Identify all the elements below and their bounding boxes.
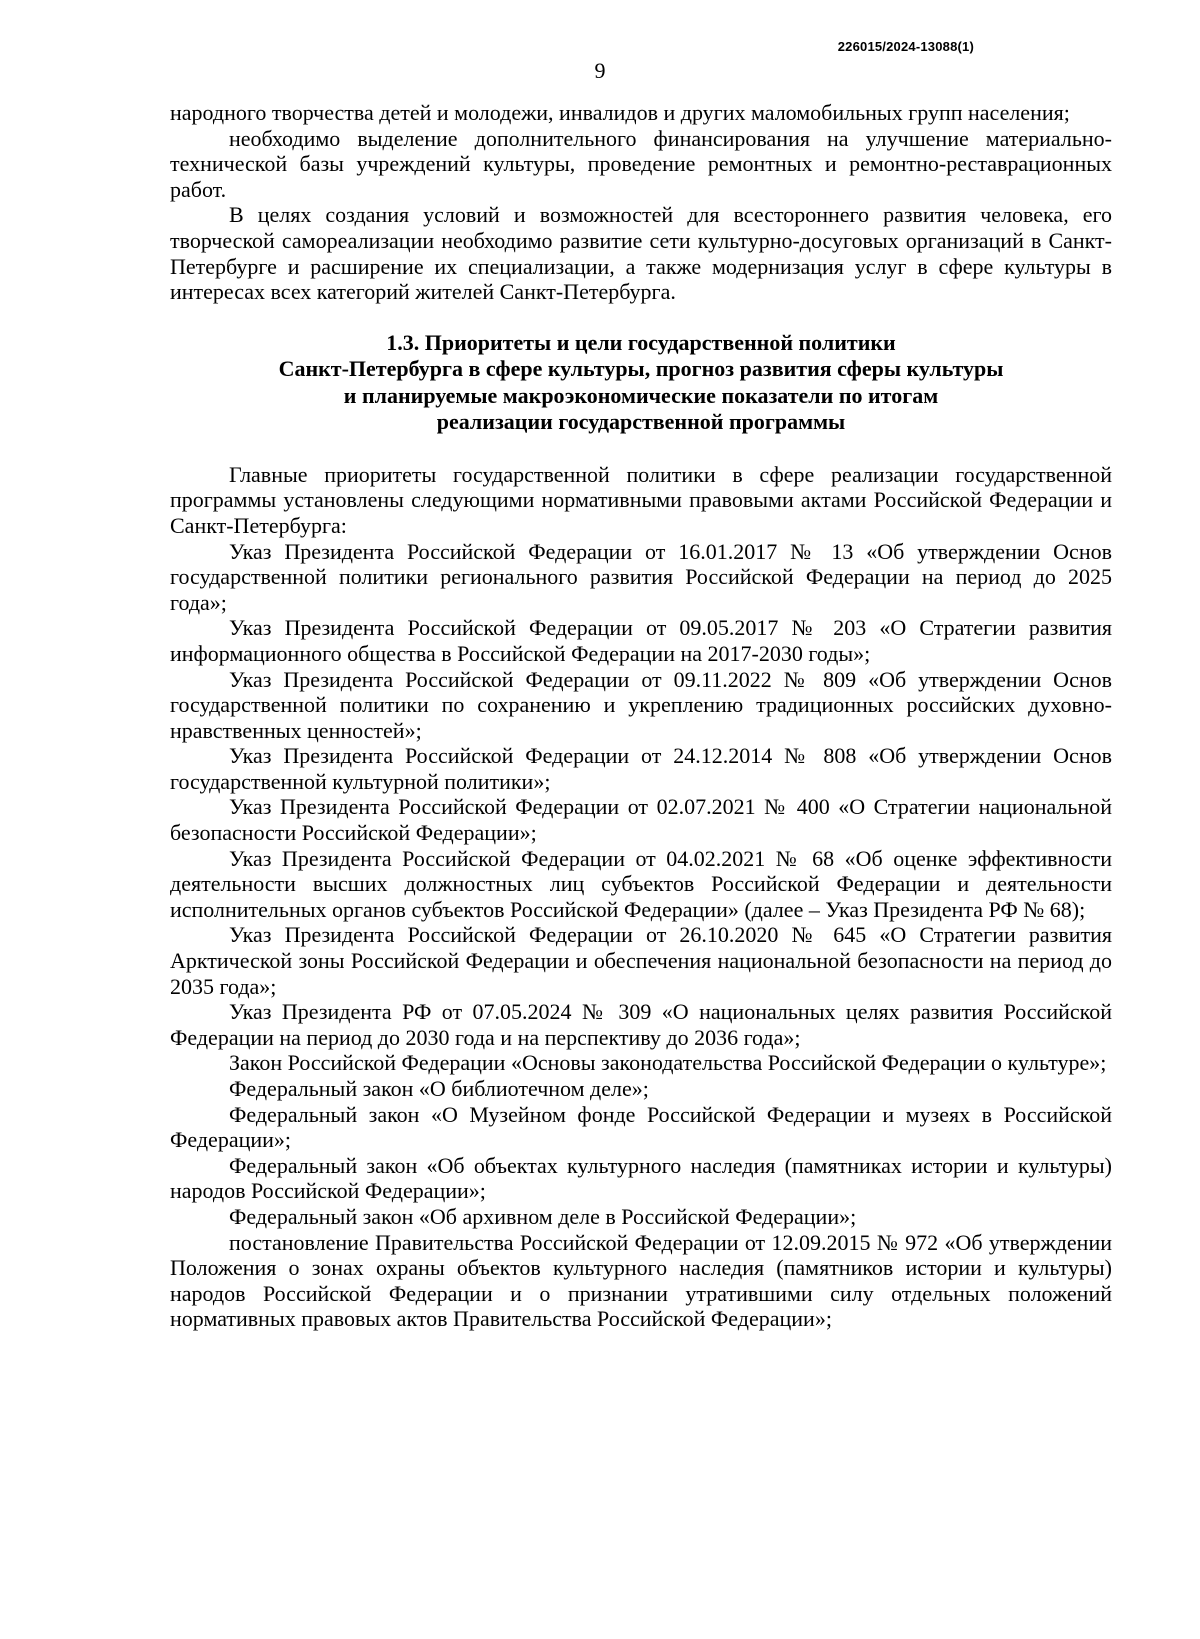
legal-act-item: Указ Президента Российской Федерации от 04.02.2021 № 68 «Об оценке эффективности деятельности высших должностных лиц субъектов Российской Федерации и деятельности исполнительных органов субъектов Российской Федерации» (далее – Указ Президента РФ № 68);: [170, 845, 1112, 922]
legal-act-item: Закон Российской Федерации «Основы законодательства Российской Федерации о культуре»;: [229, 1050, 1107, 1076]
document-number: 226015/2024-13088(1): [837, 39, 974, 54]
page-number: 9: [594, 58, 606, 83]
section-heading: [170, 330, 1112, 436]
paragraph-priorities: Главные приоритеты государственной политики в сфере реализации государственной программы установлены следующими нормативными правовыми актами Российской Федерации и Санкт-Петербурга:: [170, 461, 1112, 538]
section-heading-line: 1.3. Приоритеты и цели государственной политики: [386, 329, 896, 355]
legal-act-item: Указ Президента Российской Федерации от 16.01.2017 № 13 «Об утверждении Основ государственной политики регионального развития Российской Федерации на период до 2025 года»;: [170, 538, 1112, 615]
legal-act-item: постановление Правительства Российской Федерации от 12.09.2015 № 972 «Об утверждении Положения о зонах охраны объектов культурного наследия (памятников истории и культуры) народов Российской Федерации и о признании утратившими силу отдельных положений нормативных правовых актов Правительства Российской Федерации»;: [170, 1229, 1112, 1332]
legal-act-item: Указ Президента Российской Федерации от 09.11.2022 № 809 «Об утверждении Основ государственной политики по сохранению и укреплению традиционных российских духовно-нравственных ценностей»;: [170, 666, 1112, 743]
section-heading-line: реализации государственной программы: [436, 409, 846, 435]
page-content: [170, 100, 1112, 1332]
legal-act-item: Федеральный закон «О библиотечном деле»;: [229, 1076, 649, 1101]
legal-act-item: Федеральный закон «Об объектах культурного наследия (памятниках истории и культуры) народов Российской Федерации»;: [170, 1152, 1112, 1204]
section-heading-line: Санкт-Петербурга в сфере культуры, прогноз развития сферы культуры: [278, 356, 1004, 382]
paragraph-continuation: народного творчества детей и молодежи, инвалидов и других маломобильных групп населения;: [170, 100, 1070, 125]
legal-act-item: Федеральный закон «О Музейном фонде Российской Федерации и музеях в Российской Федерации»;: [170, 1101, 1112, 1153]
paragraph-goals: В целях создания условий и возможностей для всестороннего развития человека, его творческой самореализации необходимо развитие сети культурно-досуговых организаций в Санкт-Петербурге и расширение их специализации, а также модернизация услуг в сфере культуры в интересах всех категорий жителей Санкт-Петербурга.: [170, 202, 1112, 305]
legal-act-item: Указ Президента Российской Федерации от 26.10.2020 № 645 «О Стратегии развития Арктической зоны Российской Федерации и обеспечения национальной безопасности на период до 2035 года»;: [170, 922, 1112, 999]
legal-act-item: Указ Президента Российской Федерации от 24.12.2014 № 808 «Об утверждении Основ государственной культурной политики»;: [170, 743, 1112, 794]
section-heading-line: и планируемые макроэкономические показатели по итогам: [343, 382, 939, 408]
legal-act-item: Указ Президента Российской Федерации от 09.05.2017 № 203 «О Стратегии развития информационного общества в Российской Федерации на 2017-2030 годы»;: [170, 615, 1112, 666]
legal-act-item: Федеральный закон «Об архивном деле в Российской Федерации»;: [229, 1203, 857, 1229]
paragraph-funding: необходимо выделение дополнительного финансирования на улучшение материально-технической базы учреждений культуры, проведение ремонтных и ремонтно-реставрационных работ.: [170, 125, 1112, 202]
legal-act-item: Указ Президента РФ от 07.05.2024 № 309 «О национальных целях развития Российской Федерации на период до 2030 года и на перспективу до 2036 года»;: [170, 999, 1112, 1050]
legal-act-item: Указ Президента Российской Федерации от 02.07.2021 № 400 «О Стратегии национальной безопасности Российской Федерации»;: [170, 794, 1112, 846]
